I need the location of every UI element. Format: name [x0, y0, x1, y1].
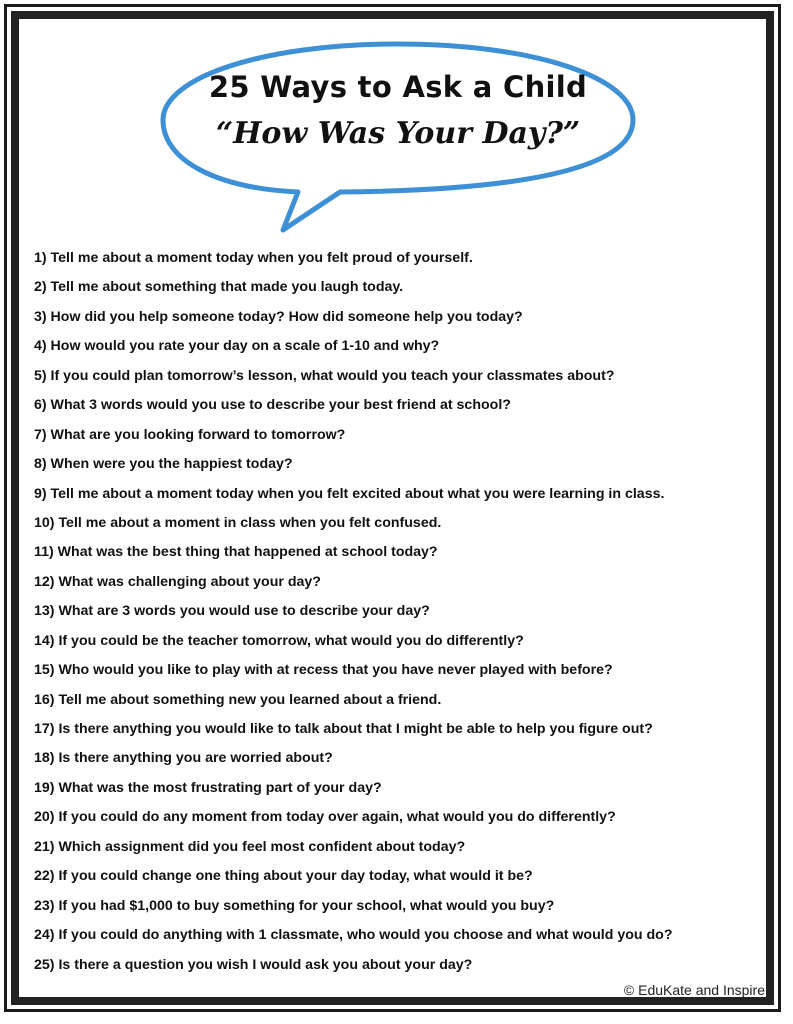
page-subtitle: “How Was Your Day?” [215, 116, 581, 151]
list-item: 24) If you could do anything with 1 classmate, who would you choose and what would you do? [34, 927, 673, 944]
page-title: 25 Ways to Ask a Child [208, 70, 588, 104]
list-item: 7) What are you looking forward to tomorrow? [34, 426, 346, 443]
list-item: 5) If you could plan tomorrow’s lesson, what would you teach your classmates about? [34, 367, 615, 384]
list-item: 12) What was challenging about your day? [34, 573, 321, 590]
list-item: 22) If you could change one thing about your day today, what would it be? [34, 868, 533, 885]
question-list [34, 247, 764, 983]
list-item: 20) If you could do any moment from today over again, what would you do differently? [34, 809, 616, 826]
list-item: 4) How would you rate your day on a scale of 1-10 and why? [34, 338, 440, 355]
list-item: 16) Tell me about something new you learned about a friend. [34, 691, 442, 708]
list-item: 1) Tell me about a moment today when you felt proud of yourself. [34, 250, 473, 266]
list-item: 17) Is there anything you would like to talk about that I might be able to help you figure out? [34, 721, 653, 737]
list-item: 11) What was the best thing that happened at school today? [34, 544, 438, 561]
list-item: 3) How did you help someone today? How did someone help you today? [34, 308, 523, 325]
list-item: 18) Is there anything you are worried about? [34, 750, 333, 767]
list-item: 10) Tell me about a moment in class when you felt confused. [34, 514, 442, 531]
list-item: 25) Is there a question you wish I would ask you about your day? [34, 956, 473, 973]
list-item: 6) What 3 words would you use to describe your best friend at school? [34, 397, 511, 414]
list-item: 14) If you could be the teacher tomorrow, what would you do differently? [34, 632, 524, 649]
list-item: 15) Who would you like to play with at recess that you have never played with before? [34, 662, 613, 679]
list-item: 13) What are 3 words you would use to describe your day? [34, 603, 430, 620]
list-item: 23) If you had $1,000 to buy something for your school, what would you buy? [34, 897, 555, 914]
list-item: 8) When were you the happiest today? [34, 456, 293, 473]
copyright-credit: © EduKate and Inspire [623, 982, 765, 998]
list-item: 19) What was the most frustrating part of your day? [34, 779, 382, 796]
list-item: 21) Which assignment did you feel most confident about today? [34, 838, 466, 855]
list-item: 2) Tell me about something that made you laugh today. [34, 279, 404, 296]
list-item: 9) Tell me about a moment today when you felt excited about what you were learning in class. [34, 485, 665, 502]
